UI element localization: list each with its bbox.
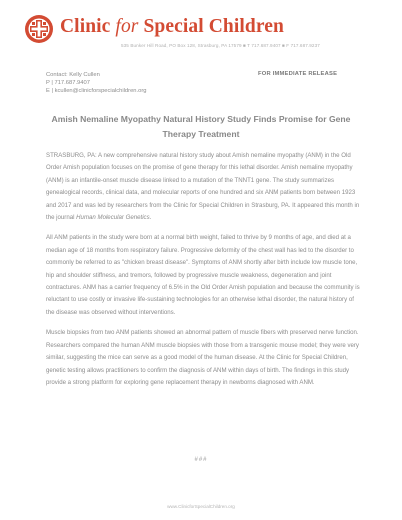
end-marker: ###	[194, 457, 208, 463]
letterhead	[24, 14, 384, 54]
press-release-body	[46, 150, 360, 397]
release-label: FOR IMMEDIATE RELEASE	[258, 71, 338, 77]
clinic-address: 535 Bunker Hill Road, PO Box 128, Strasburg, PA 17579 ■ T 717.687.9407 ■ F 717.687.9237	[121, 43, 320, 48]
paragraph-3: Muscle biopsies from two ANM patients showed an abnormal pattern of muscle fibers with preserved nerve function. Researchers compared the human ANM muscle biopsies with those from a transgenic mouse model; they were very similar, suggesting the mice can serve as a good model of the human disease. At the Clinic for Special Children, genetic testing allows practitioners to confirm the diagnosis of ANM within days of birth. The findings in this study provide a strong platform for exploring gene replacement therapy in newborns diagnosed with ANM.	[46, 329, 359, 386]
journal-name: Human Molecular Genetics	[76, 214, 150, 222]
contact-phone: P | 717.687.9407	[46, 80, 90, 87]
paragraph-1: STRASBURG, PA: A new comprehensive natural history study about Amish nemaline myopathy (ANM) in the Old Order Amish population focuses on the promise of gene therapy for this lethal disorder. Amish nemaline myopathy (ANM) is an infantile-onset muscle disease linked to a mutation of the TNNT1 gene. The study summarizes genealogical records, clinical data, and molecular reports of one hundred and six ANM patients born between 1923 and 2017 and was led by researchers from the Clinic for Special Children in Strasburg, PA. It appeared this month in the journal Human Molecular Genetics.	[46, 152, 360, 222]
press-release-title: Amish Nemaline Myopathy Natural History Study Finds Promise for Gene Therapy Treatment	[51, 114, 351, 139]
contact-name: Contact: Kelly Cullen	[46, 72, 100, 78]
clinic-name: Clinic for Special Children	[60, 16, 284, 37]
footer-website: www.ClinicforSpecialChildren.org	[167, 504, 235, 509]
paragraph-2: All ANM patients in the study were born at a normal birth weight, failed to thrive by 9 months of age, and died at a median age of 18 months from respiratory failure. Progressive deformity of the chest wall has led to the disorder to commonly be referred to as "chicken breast disease". Symptoms of ANM shortly after birth include low muscle tone, hip and shoulder stiffness, and tremors, followed by progressive muscle weakness, degeneration and joint contractures. ANM has a carrier frequency of 6.5% in the Old Order Amish population and because the community is reluctant to use costly or invasive life-sustaining technologies for an otherwise lethal disorder, the natural history of the disease was observed without interventions.	[46, 234, 360, 316]
contact-email: E | kcullen@clinicforspecialchildren.org	[46, 88, 147, 95]
contact-block	[46, 71, 147, 96]
clinic-logo-icon	[24, 14, 54, 44]
